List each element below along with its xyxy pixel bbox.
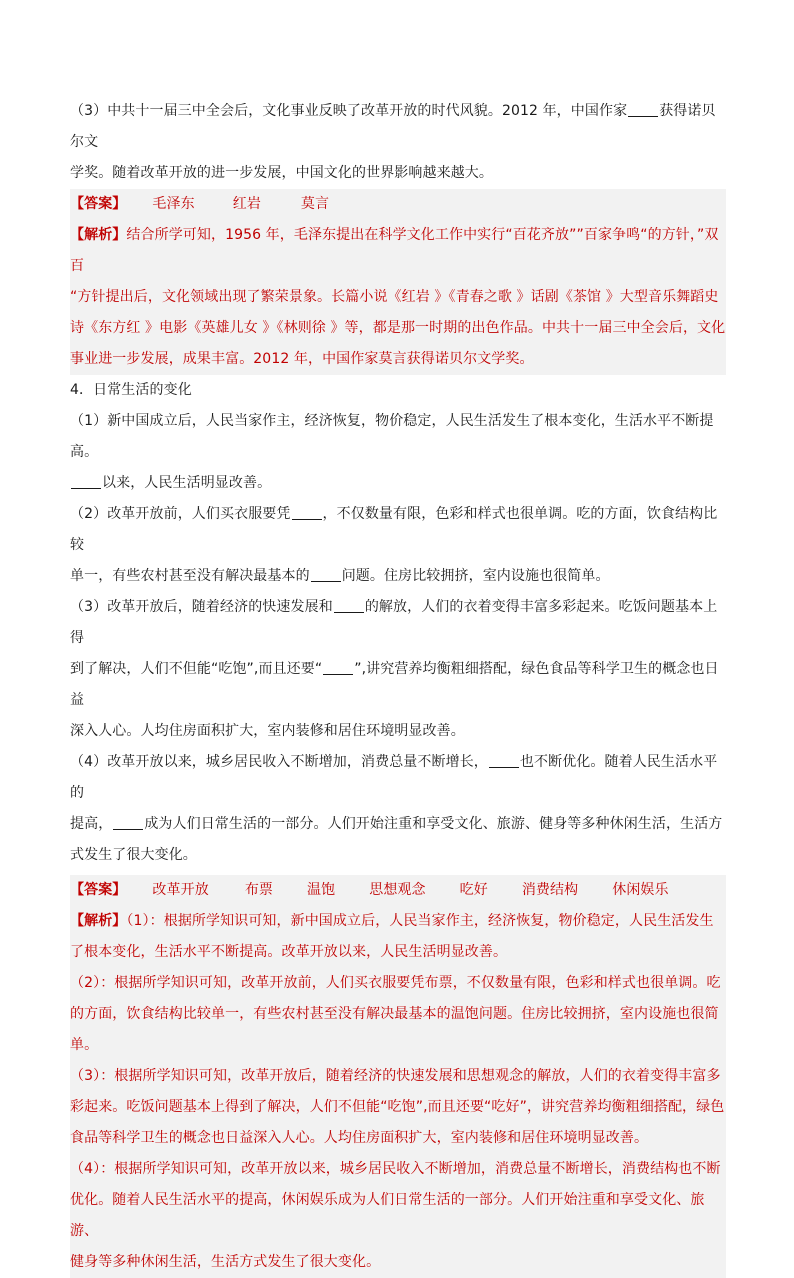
answer-word: 莫言 <box>300 196 330 212</box>
analysis-line: 彩起来。吃饭问题基本上得到了解决，人们不但能“吃饱”,而且还要“吃好”，讲究营养均衡粗细搭配，绿色 <box>70 1099 725 1115</box>
analysis-block-2 <box>70 906 726 1278</box>
analysis-line: （4）：根据所学知识可知，改革开放以来，城乡居民收入不断增加，消费总量不断增长，消费结构也不断 <box>70 1161 721 1177</box>
text: ，不仅数量有限，色彩和样式也很单调。吃的方面，饮食结构比较 <box>70 506 718 553</box>
question-line: 深入人心。人均住房面积扩大，室内装修和居住环境明显改善。 <box>70 723 465 739</box>
text: 问题。住房比较拥挤，室内设施也很简单。 <box>341 568 610 584</box>
analysis-line: 优化。随着人民生活水平的提高，休闲娱乐成为人们日常生活的一部分。人们开始注重和享受文化、旅游、 <box>70 1192 705 1239</box>
fill-blank <box>489 753 519 768</box>
answer-word: 毛泽东 <box>152 196 195 212</box>
analysis-line: 单。 <box>70 1037 99 1053</box>
text: 提高， <box>70 816 113 832</box>
question-line <box>70 499 726 561</box>
fill-blank <box>71 474 101 489</box>
answer-word: 布票 <box>244 882 274 898</box>
text: （1）：根据所学知识可知，新中国成立后，人民当家作主，经济恢复，物价稳定，人民生活发生 <box>126 913 714 929</box>
text: 以来，人民生活明显改善。 <box>102 475 272 491</box>
text: 结合所学可知，1956 年，毛泽东提出在科学文化工作中实行“百花齐放””百家争鸣“的方针，”双百 <box>70 227 719 274</box>
fill-blank <box>311 567 341 582</box>
text: 单一，有些农村甚至没有解决最基本的 <box>70 568 310 584</box>
content <box>70 96 726 1278</box>
answer-word: 休闲娱乐 <box>612 882 669 898</box>
section-title: 4．日常生活的变化 <box>70 382 192 398</box>
fill-blank <box>323 660 353 675</box>
text: ”,讲究营养均衡粗细搭配，绿色食品等科学卫生的概念也日益 <box>70 661 719 708</box>
analysis-line: （3）：根据所学知识可知，改革开放后，随着经济的快速发展和思想观念的解放，人们的衣着变得丰富多 <box>70 1068 721 1084</box>
text: 的解放，人们的衣着变得丰富多彩起来。吃饭问题基本上得 <box>70 599 718 646</box>
question-line: （1）新中国成立后，人民当家作主，经济恢复，物价稳定，人民生活发生了根本变化，生活水平不断提高。 <box>70 413 714 460</box>
analysis-line: （2）：根据所学知识可知，改革开放前，人们买衣服要凭布票，不仅数量有限，色彩和样式也很单调。吃 <box>70 975 721 991</box>
question-line <box>70 809 726 840</box>
question-line <box>70 654 726 716</box>
text: （3）中共十一届三中全会后，文化事业反映了改革开放的时代风貌。2012 年，中国作家 <box>70 103 628 119</box>
question-line <box>70 561 726 592</box>
text: （3）改革开放后，随着经济的快速发展和 <box>70 599 333 615</box>
analysis-block-1 <box>70 220 726 375</box>
text: （2）改革开放前，人们买衣服要凭 <box>70 506 291 522</box>
fill-blank <box>113 815 143 830</box>
analysis-tag: 【解析】 <box>70 227 127 243</box>
question-3-culture-line2: 学奖。随着改革开放的进一步发展，中国文化的世界影响越来越大。 <box>70 165 493 181</box>
answer-block-1 <box>70 189 726 220</box>
question-line: 式发生了很大变化。 <box>70 847 197 863</box>
text: 成为人们日常生活的一部分。人们开始注重和享受文化、旅游、健身等多种休闲生活，生活方 <box>144 816 723 832</box>
analysis-line <box>70 906 726 937</box>
text: 到了解决，人们不但能“吃饱”,而且还要“ <box>70 661 323 677</box>
fill-blank <box>292 505 322 520</box>
question-line <box>70 468 726 499</box>
answer-word: 思想观念 <box>369 882 426 898</box>
question-line <box>70 747 726 809</box>
answer-word: 吃好 <box>459 882 488 898</box>
answer-word: 温饱 <box>307 882 336 898</box>
analysis-line: 健身等多种休闲生活，生活方式发生了很大变化。 <box>70 1254 381 1270</box>
fill-blank <box>334 598 364 613</box>
analysis-line: 的方面，饮食结构比较单一，有些农村甚至没有解决最基本的温饱问题。住房比较拥挤，室内设施也很简 <box>70 1006 719 1022</box>
analysis-line: 事业进一步发展，成果丰富。2012 年，中国作家莫言获得诺贝尔文学奖。 <box>70 351 534 367</box>
text: 也不断优化。随着人民生活水平的 <box>70 754 718 801</box>
question-3-culture-line1 <box>70 96 726 158</box>
analysis-line: 了根本变化，生活水平不断提高。改革开放以来，人民生活明显改善。 <box>70 944 508 960</box>
analysis-line: 诗《东方红 》电影《英雄儿女 》《林则徐 》等，都是那一时期的出色作品。中共十一届三中全会后，文化 <box>70 320 726 336</box>
analysis-line <box>70 220 726 282</box>
question-line <box>70 592 726 654</box>
fill-blank <box>628 102 658 117</box>
answer-word: 红岩 <box>232 196 261 212</box>
answer-word: 改革开放 <box>152 882 209 898</box>
analysis-line: “方针提出后，文化领域出现了繁荣景象。长篇小说《红岩 》《青春之歌 》话剧《茶馆 》大型音乐舞蹈史 <box>70 289 719 305</box>
answer-block-2 <box>70 875 726 906</box>
analysis-tag: 【解析】 <box>70 913 127 929</box>
answer-tag: 【答案】 <box>70 882 127 898</box>
text: 获得诺贝尔文 <box>70 103 716 150</box>
text: （4）改革开放以来，城乡居民收入不断增加，消费总量不断增长， <box>70 754 488 770</box>
answer-tag: 【答案】 <box>70 196 127 212</box>
analysis-line: 食品等科学卫生的概念也日益深入人心。人均住房面积扩大，室内装修和居住环境明显改善。 <box>70 1130 649 1146</box>
answer-word: 消费结构 <box>521 882 579 898</box>
